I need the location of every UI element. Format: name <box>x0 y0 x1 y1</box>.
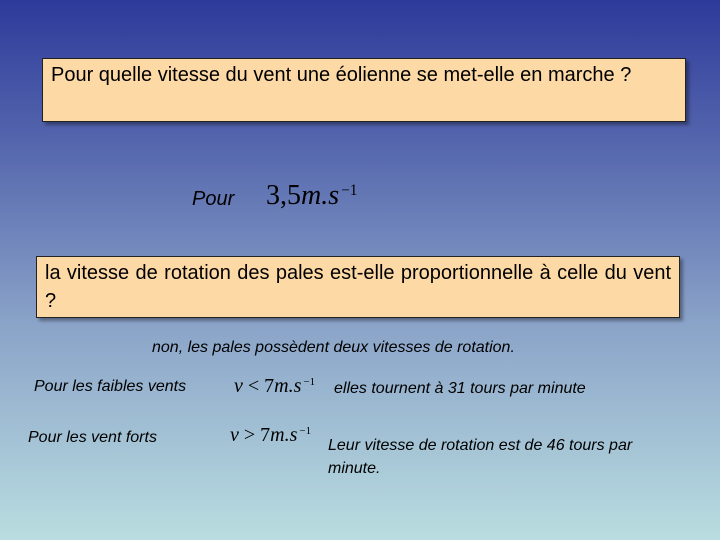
low-wind-label: Pour les faibles vents <box>34 378 187 395</box>
low-op: < <box>247 375 260 397</box>
high-exponent: −1 <box>299 425 312 438</box>
question-wind-speed-text: Pour quelle vitesse du vent une éolienne se met-elle en marche ? <box>51 64 632 86</box>
low-exponent: −1 <box>303 376 316 389</box>
answer-wind-speed-formula <box>266 180 358 212</box>
low-var: v <box>234 375 243 397</box>
question-rotation-text: la vitesse de rotation des pales est-elle proportionnelle à celle du vent ? <box>45 262 671 312</box>
high-unit: m.s <box>270 424 298 446</box>
answer-value: 3,5 <box>266 180 301 211</box>
high-wind-description: Leur vitesse de rotation est de 46 tours par minute. <box>328 437 633 477</box>
high-value: 7 <box>260 424 271 446</box>
high-op: > <box>243 424 256 446</box>
question-box-rotation <box>36 256 680 318</box>
high-wind-formula <box>230 424 311 447</box>
low-unit: m.s <box>274 375 302 397</box>
answer-rotation-text: non, les pales possèdent deux vitesses de rotation. <box>152 339 515 356</box>
high-var: v <box>230 424 239 446</box>
answer-unit: m.s <box>301 180 340 211</box>
answer-exponent: −1 <box>341 181 358 199</box>
low-wind-formula <box>234 375 315 398</box>
low-value: 7 <box>264 375 275 397</box>
low-wind-description: elles tournent à 31 tours par minute <box>334 380 586 397</box>
question-box-wind-speed <box>42 58 686 122</box>
high-wind-label: Pour les vent forts <box>28 429 157 446</box>
answer-prefix: Pour <box>192 188 235 210</box>
